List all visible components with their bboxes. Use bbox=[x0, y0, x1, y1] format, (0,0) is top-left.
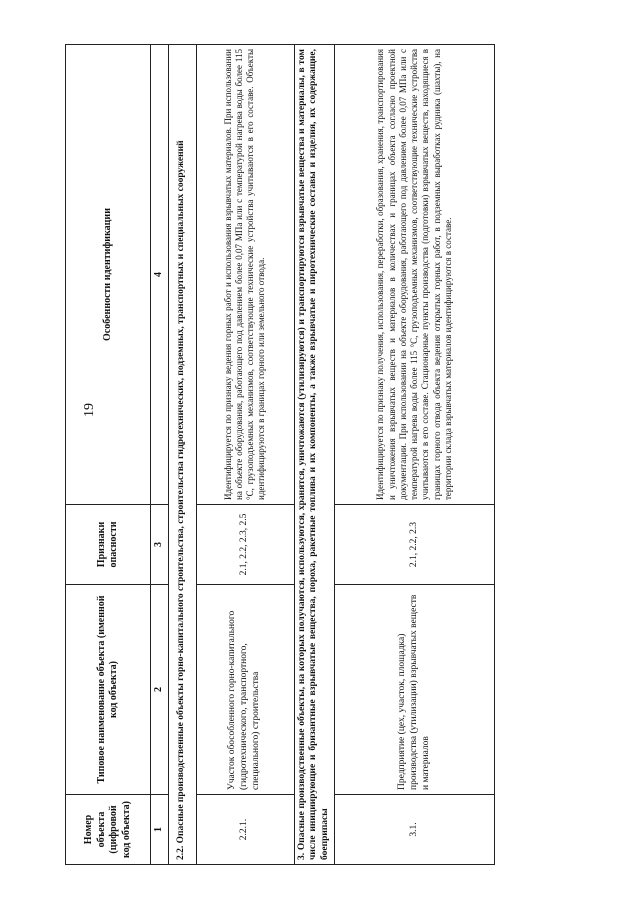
column-number: 2 bbox=[151, 585, 169, 795]
row-code: 3.1. bbox=[335, 795, 495, 865]
header-features: Особенности идентификации bbox=[66, 45, 151, 505]
row-signs: 2.1, 2.2, 2.3 bbox=[335, 505, 495, 585]
table-header-row bbox=[66, 45, 151, 865]
section-3-heading: 3. Опасные производственные объекты, на которых получаются, используются, хранятся, уничтожаются (утилизируются) и транспортируются взрывчатые вещества и материалы, в том числе инициирующие и бризантные взрывчатые вещества, пороха, ракетные топлива и их компоненты, а также взрывчатые и пиротехнические составы и изделия, их содержащие, боеприпасы bbox=[294, 45, 335, 865]
header-code: Номер объекта (цифровой код объекта) bbox=[66, 795, 151, 865]
row-features: Идентифицируется по признаку получения, использования, переработки, образования, хранения, транспортирования и уничтожения взрывчатых веществ и материалов в количествах и границах объекта согласно проектной документации. При использовании на объекте оборудования, работающего под давлением более 0,07 МПа или с температурой нагрева воды более 115 °С, грузоподъемных механизмов, соответствующие технические устройства учитываются в его составе. Стационарные пункты производства (подготовки) взрывчатых веществ, находящиеся в границах горного отвода объекта ведения открытых горных работ, в подземных выработках рудника (шахты), на территории склада взрывчатых материалов идентифицируются в составе. bbox=[335, 45, 495, 505]
page-number: 19 bbox=[82, 403, 97, 417]
column-number: 4 bbox=[151, 45, 169, 505]
rotated-table-container bbox=[65, 45, 490, 865]
section-3-row bbox=[294, 45, 335, 865]
column-number: 1 bbox=[151, 795, 169, 865]
column-number-row bbox=[151, 45, 169, 865]
section-2-2-heading: 2.2. Опасные производственные объекты горно-капитального строительства, строительства гидротехнических, подземных, транспортных и специальных сооружений bbox=[168, 45, 196, 865]
header-signs: Признаки опасности bbox=[66, 505, 151, 585]
table-row-2-2-1 bbox=[196, 45, 294, 865]
row-signs: 2.1, 2.2, 2.3, 2.5 bbox=[196, 505, 294, 585]
row-name: Предприятие (цех, участок, площадка) производства (утилизации) взрывчатых веществ и материалов bbox=[335, 585, 495, 795]
header-name: Типовое наименование объекта (именной код объекта) bbox=[66, 585, 151, 795]
section-2-2-row bbox=[168, 45, 196, 865]
row-code: 2.2.1. bbox=[196, 795, 294, 865]
identification-table bbox=[65, 44, 495, 865]
row-name: Участок обособленного горно-капитального (гидротехнического, транспортного, специального) строительства bbox=[196, 585, 294, 795]
table-row-3-1 bbox=[335, 45, 495, 865]
column-number: 3 bbox=[151, 505, 169, 585]
row-features: Идентифицируется по признаку ведения горных работ и использования взрывчатых материалов. При использовании на объекте оборудования, работающего под давлением более 0,07 МПа или с температурой нагрева воды более 115 °С, грузоподъемных механизмов, соответствующие технические устройства учитываются в его составе. Объекты идентифицируются в границах горного или земельного отвода. bbox=[196, 45, 294, 505]
